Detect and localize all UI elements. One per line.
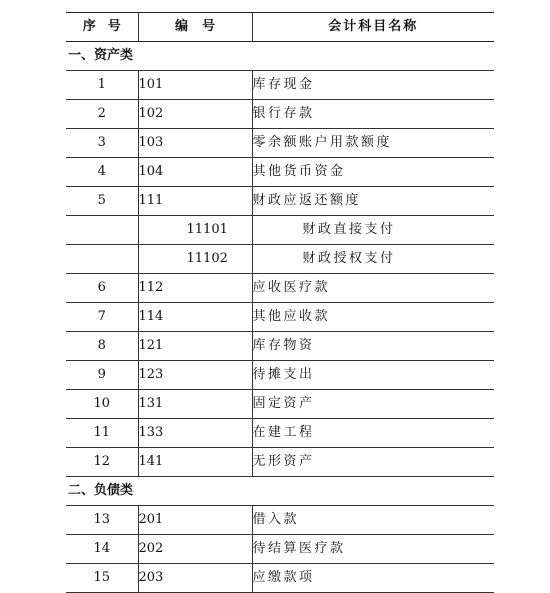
seq-number [66, 245, 138, 274]
section-title: 一、资产类 [66, 42, 494, 71]
seq-number: 2 [66, 100, 138, 129]
account-row [66, 332, 494, 361]
account-code: 201 [138, 506, 252, 535]
sub-account-row [66, 216, 494, 245]
account-name: 零余额账户用款额度 [252, 129, 494, 158]
account-name: 无形资产 [252, 448, 494, 477]
seq-number [66, 216, 138, 245]
seq-number: 12 [66, 448, 138, 477]
account-code: 101 [138, 71, 252, 100]
sub-account-row [66, 245, 494, 274]
account-name: 借入款 [252, 506, 494, 535]
account-code: 123 [138, 361, 252, 390]
seq-number: 5 [66, 187, 138, 216]
account-code: 114 [138, 303, 252, 332]
seq-number: 8 [66, 332, 138, 361]
header-code: 编号 [138, 13, 252, 42]
seq-number: 4 [66, 158, 138, 187]
table-body [66, 42, 494, 593]
account-code: 102 [138, 100, 252, 129]
account-name: 财政授权支付 [252, 245, 494, 274]
seq-number: 11 [66, 419, 138, 448]
account-name: 在建工程 [252, 419, 494, 448]
account-row [66, 448, 494, 477]
account-code: 121 [138, 332, 252, 361]
account-row [66, 564, 494, 593]
account-row [66, 158, 494, 187]
account-row [66, 100, 494, 129]
chart-of-accounts-table [66, 12, 494, 593]
account-code: 11102 [138, 245, 252, 274]
account-row [66, 419, 494, 448]
account-code: 103 [138, 129, 252, 158]
account-code: 111 [138, 187, 252, 216]
account-name: 其他货币资金 [252, 158, 494, 187]
account-row [66, 506, 494, 535]
account-name: 应收医疗款 [252, 274, 494, 303]
seq-number: 1 [66, 71, 138, 100]
section-title: 二、负债类 [66, 477, 494, 506]
account-code: 133 [138, 419, 252, 448]
account-name: 待摊支出 [252, 361, 494, 390]
account-row [66, 71, 494, 100]
seq-number: 6 [66, 274, 138, 303]
account-code: 104 [138, 158, 252, 187]
account-name: 待结算医疗款 [252, 535, 494, 564]
table-header-row [66, 13, 494, 42]
seq-number: 10 [66, 390, 138, 419]
header-account-name: 会计科目名称 [252, 13, 494, 42]
section-heading-row [66, 42, 494, 71]
account-code: 141 [138, 448, 252, 477]
account-name: 库存物资 [252, 332, 494, 361]
section-heading-row [66, 477, 494, 506]
seq-number: 13 [66, 506, 138, 535]
account-name: 库存现金 [252, 71, 494, 100]
account-row [66, 535, 494, 564]
account-name: 其他应收款 [252, 303, 494, 332]
seq-number: 14 [66, 535, 138, 564]
seq-number: 3 [66, 129, 138, 158]
account-code: 112 [138, 274, 252, 303]
account-row [66, 274, 494, 303]
account-code: 11101 [138, 216, 252, 245]
header-seq: 序号 [66, 13, 138, 42]
seq-number: 15 [66, 564, 138, 593]
account-name: 银行存款 [252, 100, 494, 129]
account-name: 财政直接支付 [252, 216, 494, 245]
account-name: 应缴款项 [252, 564, 494, 593]
account-name: 财政应返还额度 [252, 187, 494, 216]
account-row [66, 303, 494, 332]
account-row [66, 390, 494, 419]
account-row [66, 361, 494, 390]
account-name: 固定资产 [252, 390, 494, 419]
account-code: 202 [138, 535, 252, 564]
account-code: 131 [138, 390, 252, 419]
seq-number: 7 [66, 303, 138, 332]
seq-number: 9 [66, 361, 138, 390]
account-row [66, 187, 494, 216]
account-row [66, 129, 494, 158]
account-code: 203 [138, 564, 252, 593]
